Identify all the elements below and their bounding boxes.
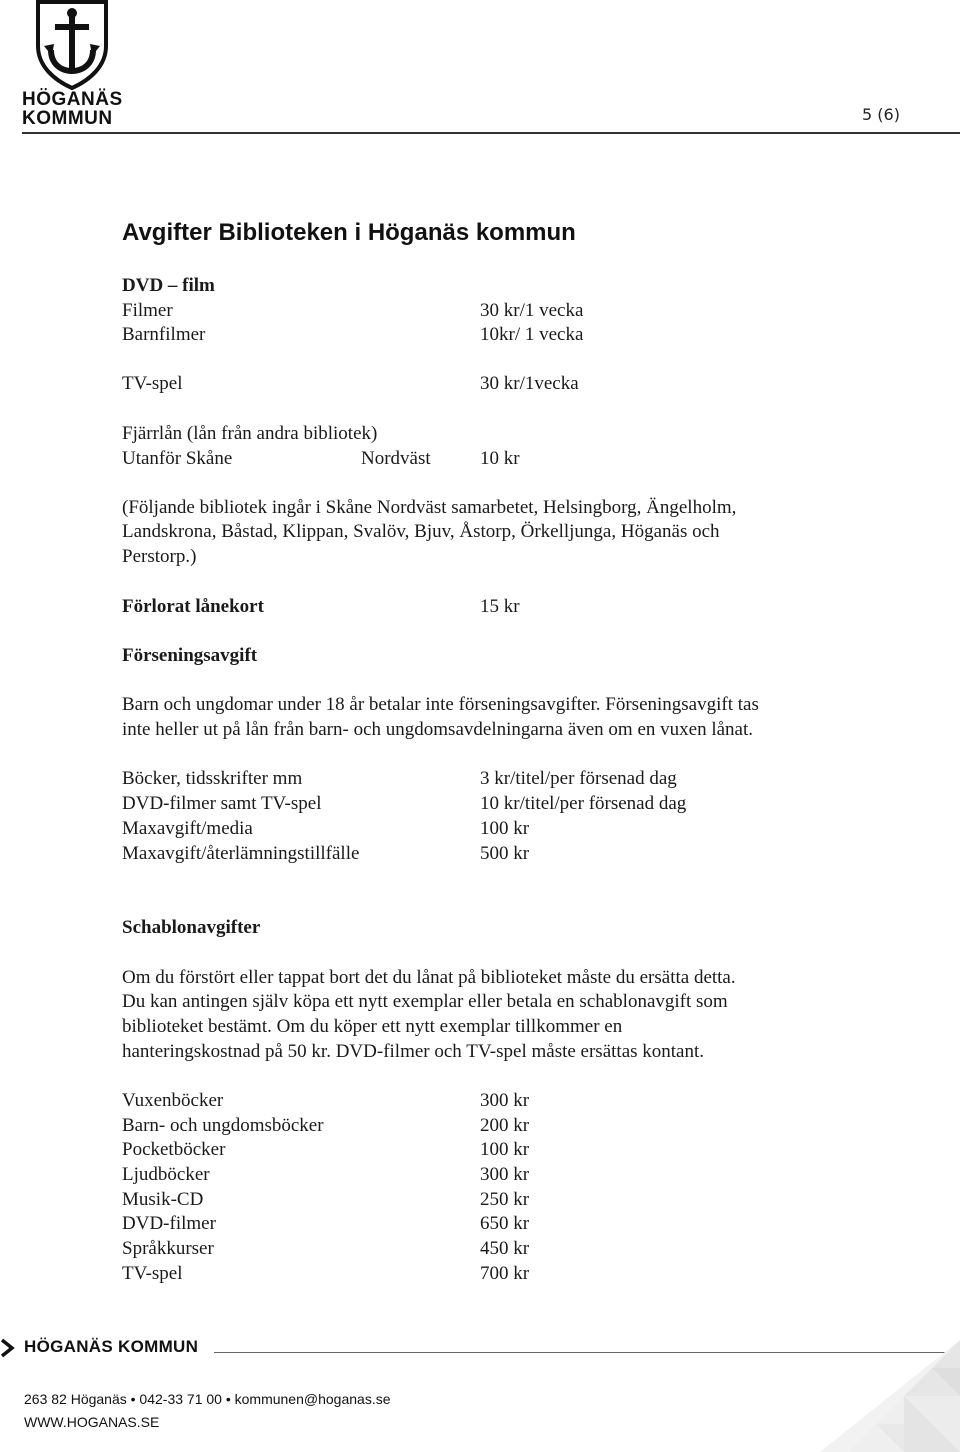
schablon-row-label: Barn- och ungdomsböcker xyxy=(122,1115,324,1136)
late-fee-row-value: 500 kr xyxy=(480,843,530,864)
dvd-row-label: Filmer xyxy=(122,300,173,321)
dvd-row-value: 30 kr/1 vecka xyxy=(480,300,584,321)
logo-wordmark xyxy=(22,90,123,128)
late-fee-row-label: Böcker, tidsskrifter mm xyxy=(122,768,303,789)
schablon-row-label: DVD-filmer xyxy=(122,1213,216,1234)
lost-card-value: 15 kr xyxy=(480,596,520,617)
late-fee-row-label: Maxavgift/återlämningstillfälle xyxy=(122,843,360,864)
late-fee-text-line: inte heller ut på lån från barn- och ungdomsavdelningarna även om en vuxen lånat. xyxy=(122,719,753,740)
fjarrlan-note-line: (Följande bibliotek ingår i Skåne Nordväst samarbetet, Helsingborg, Ängelholm, xyxy=(122,497,737,518)
late-fee-row-value: 3 kr/titel/per försenad dag xyxy=(480,768,677,789)
logo-wordmark-line1: HÖGANÄS xyxy=(22,89,123,110)
schablon-row-label: TV-spel xyxy=(122,1263,183,1284)
dvd-heading: DVD – film xyxy=(122,275,215,296)
schablon-row-value: 300 kr xyxy=(480,1164,530,1185)
schablon-row-label: Musik-CD xyxy=(122,1189,204,1210)
schablon-row-label: Ljudböcker xyxy=(122,1164,210,1185)
dvd-row-label: TV-spel xyxy=(122,373,183,394)
fjarrlan-note-line: Perstorp.) xyxy=(122,546,197,567)
fjarrlan-note-line: Landskrona, Båstad, Klippan, Svalöv, Bjuv, Åstorp, Örkelljunga, Höganäs och xyxy=(122,521,720,542)
logo-wordmark-line2: KOMMUN xyxy=(22,108,113,129)
schablon-row-value: 450 kr xyxy=(480,1238,530,1259)
chevron-right-icon xyxy=(0,1338,16,1358)
late-fee-row-label: DVD-filmer samt TV-spel xyxy=(122,793,322,814)
late-fee-row-label: Maxavgift/media xyxy=(122,818,253,839)
footer-website: WWW.HOGANAS.SE xyxy=(24,1414,160,1430)
page-number: 5 (6) xyxy=(862,105,900,124)
fjarrlan-nordvast-label: Nordväst xyxy=(361,448,431,469)
schablon-row-label: Vuxenböcker xyxy=(122,1090,224,1111)
decorative-triangle-pattern xyxy=(820,1340,960,1452)
schablon-row-value: 250 kr xyxy=(480,1189,530,1210)
schablon-row-label: Pocketböcker xyxy=(122,1139,226,1160)
schablon-text-line: biblioteket bestämt. Om du köper ett nytt exemplar tillkommer en xyxy=(122,1016,623,1037)
dvd-row-value: 10kr/ 1 vecka xyxy=(480,324,584,345)
schablon-row-value: 700 kr xyxy=(480,1263,530,1284)
schablon-heading: Schablonavgifter xyxy=(122,917,261,938)
late-fee-text-line: Barn och ungdomar under 18 år betalar inte förseningsavgifter. Förseningsavgift tas xyxy=(122,694,759,715)
schablon-row-label: Språkkurser xyxy=(122,1238,214,1259)
page-title: Avgifter Biblioteken i Höganäs kommun xyxy=(122,219,576,246)
dvd-row-label: Barnfilmer xyxy=(122,324,206,345)
footer-address: 263 82 Höganäs • 042-33 71 00 • kommunen@hoganas.se xyxy=(24,1391,391,1407)
fjarrlan-heading: Fjärrlån (lån från andra bibliotek) xyxy=(122,423,378,444)
late-fee-row-value: 100 kr xyxy=(480,818,530,839)
schablon-row-value: 650 kr xyxy=(480,1213,530,1234)
fjarrlan-value: 10 kr xyxy=(480,448,520,469)
header-divider xyxy=(22,132,960,134)
schablon-row-value: 100 kr xyxy=(480,1139,530,1160)
schablon-text-line: hanteringskostnad på 50 kr. DVD-filmer och TV-spel måste ersättas kontant. xyxy=(122,1041,705,1062)
late-fee-heading: Förseningsavgift xyxy=(122,645,258,666)
dvd-row-value: 30 kr/1vecka xyxy=(480,373,579,394)
schablon-row-value: 200 kr xyxy=(480,1115,530,1136)
schablon-row-value: 300 kr xyxy=(480,1090,530,1111)
footer-brand: HÖGANÄS KOMMUN xyxy=(24,1337,199,1356)
late-fee-row-value: 10 kr/titel/per försenad dag xyxy=(480,793,687,814)
lost-card-label: Förlorat lånekort xyxy=(122,596,264,617)
fjarrlan-outside-label: Utanför Skåne xyxy=(122,448,233,469)
schablon-text-line: Om du förstört eller tappat bort det du lånat på biblioteket måste du ersätta detta. xyxy=(122,967,736,988)
schablon-text-line: Du kan antingen själv köpa ett nytt exemplar eller betala en schablonavgift som xyxy=(122,991,728,1012)
